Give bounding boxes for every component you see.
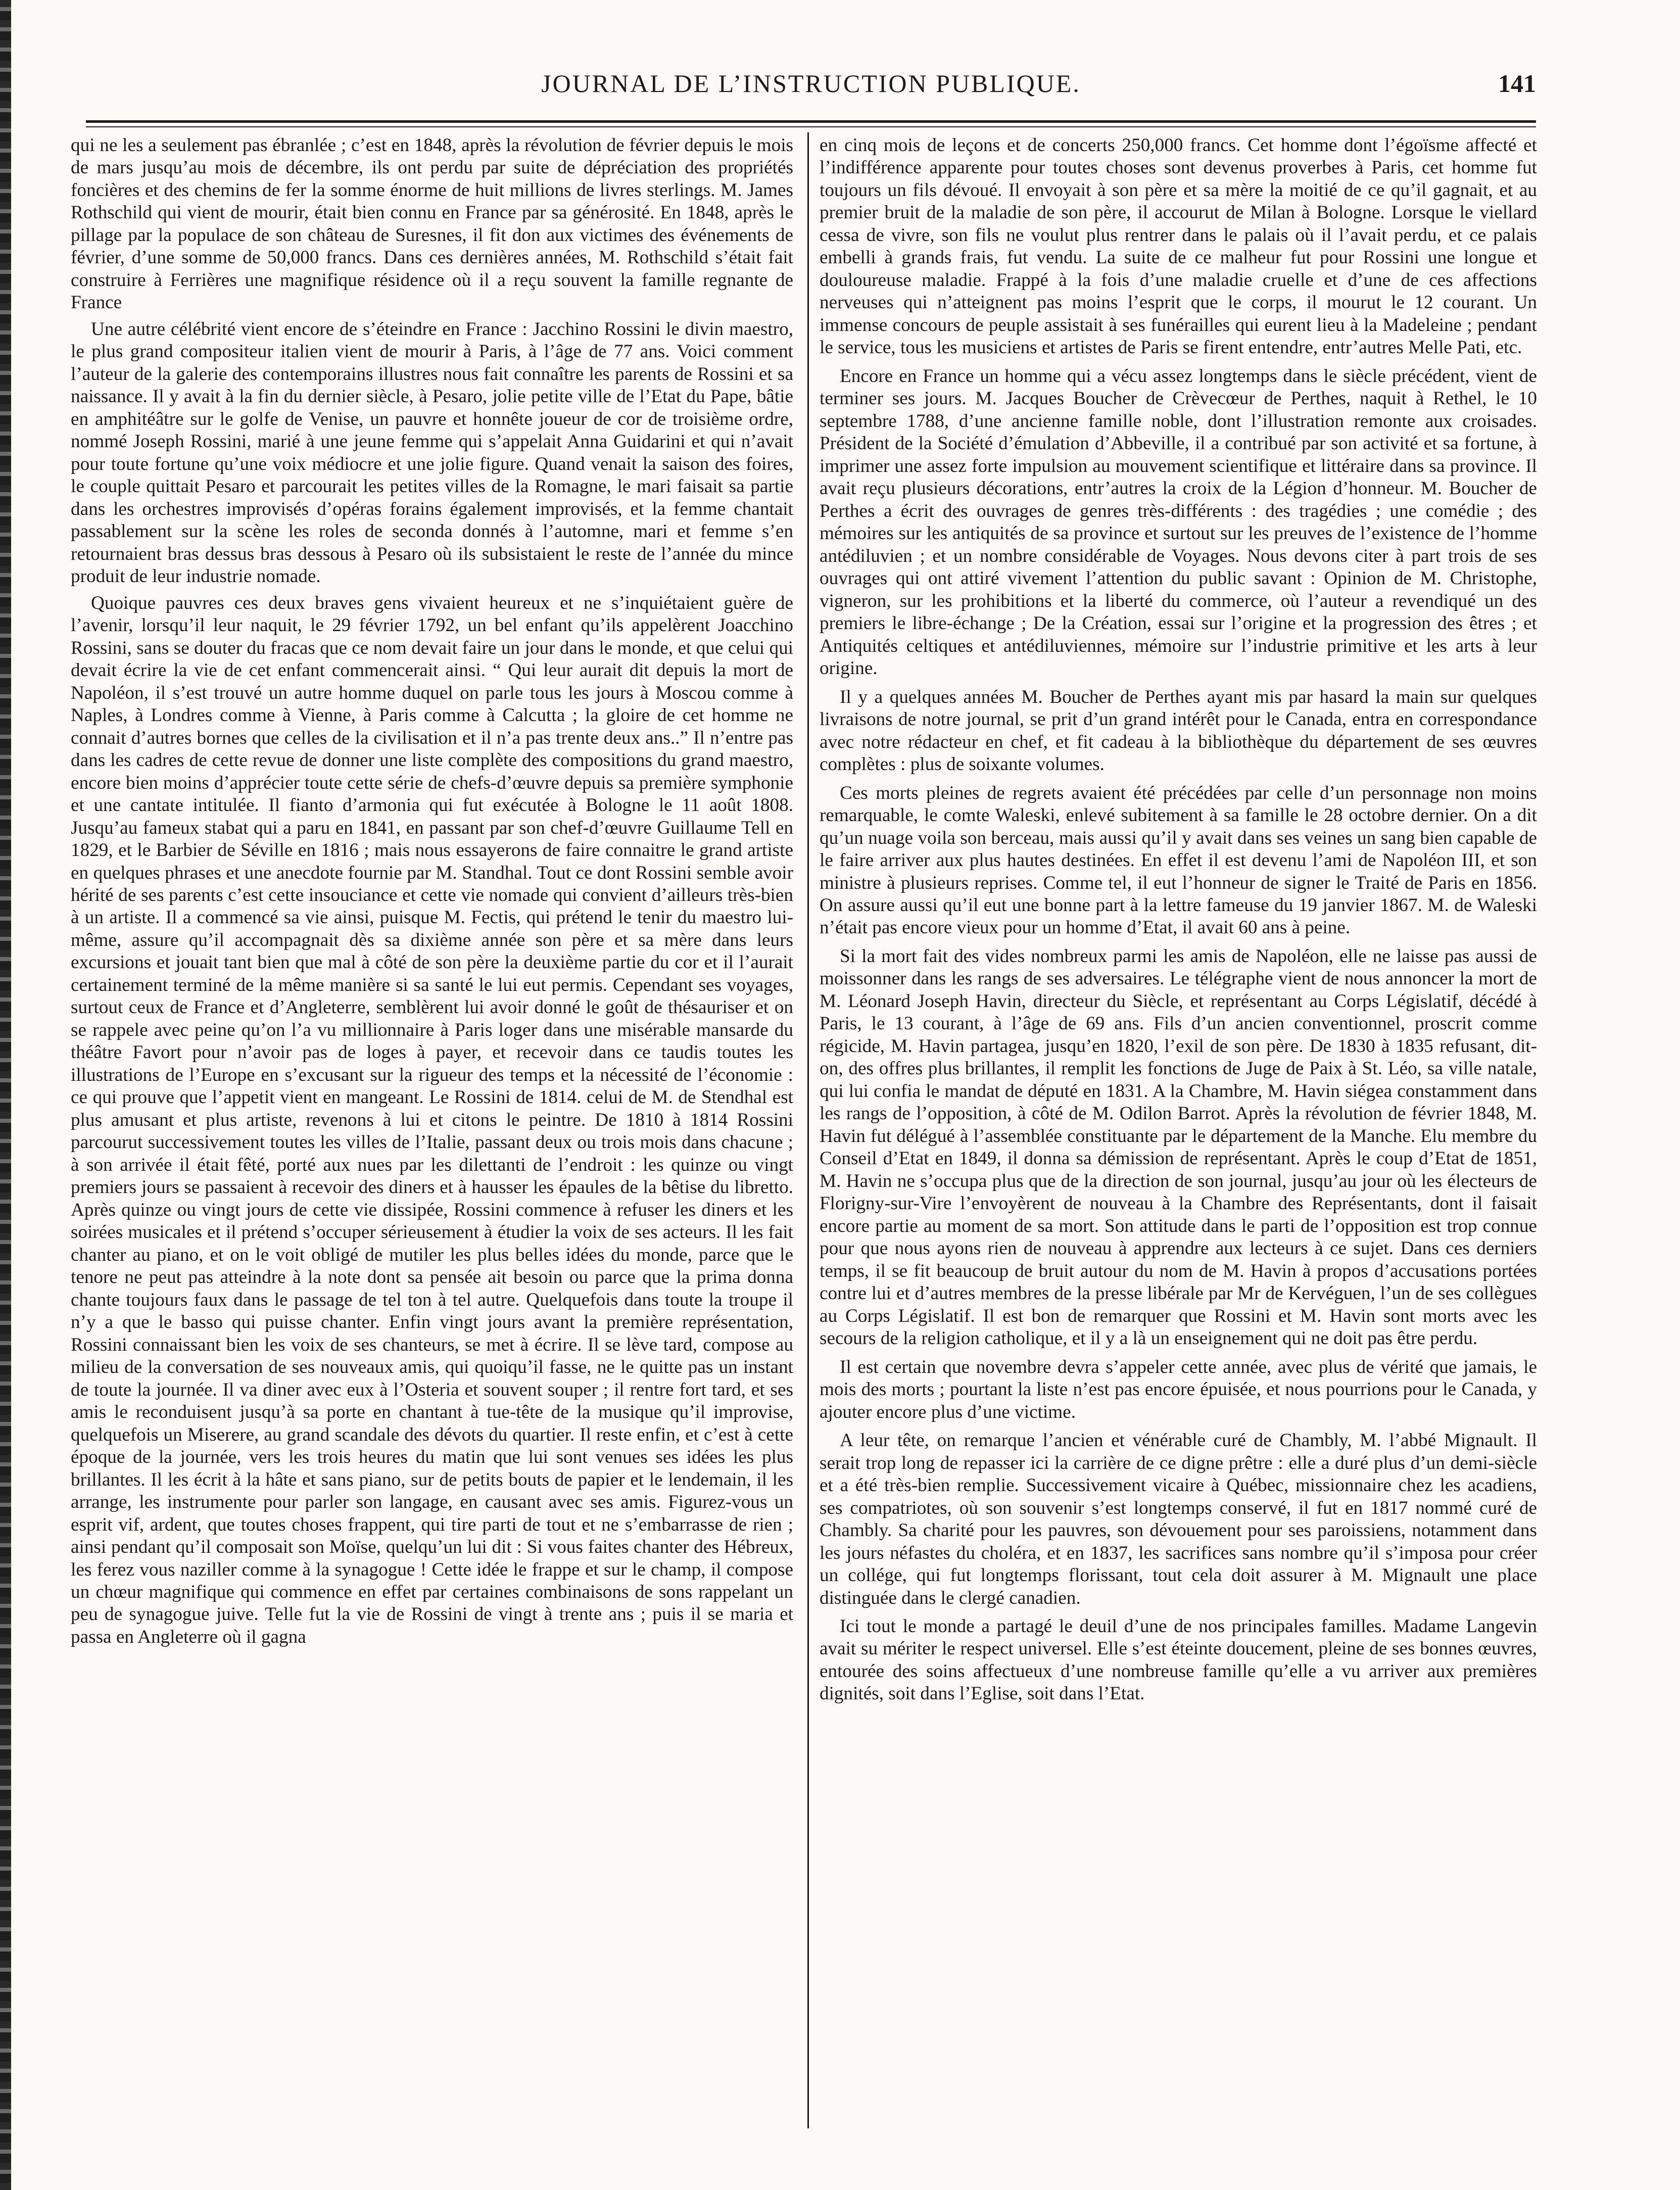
- page-number: 141: [1498, 69, 1536, 98]
- paragraph: Quoique pauvres ces deux braves gens vivaient heureux et ne s’inquiétaient guère de l’avenir, lorsqu’il leur naquit, le 29 février 1792, un bel enfant qu’ils appelèrent Joacchino Rossini, sans se douter du fracas que ce nom devait faire un jour dans le monde, et que celui qui devait écrire la vie de cet enfant commencerait ainsi. “ Qui leur aurait dit depuis la mort de Napoléon, il s’est trouvé un autre homme duquel on parle tous les jours à Moscou comme à Naples, à Londres comme à Vienne, à Paris comme à Calcutta ; la gloire de cet homme ne connait d’autres bornes que celles de la civilisation et il n’a pas trente deux ans..” Il n’entre pas dans les cadres de cette revue de donner une liste complète des compositions du grand maestro, encore bien moins d’apprécier toute cette série de chefs-d’œuvre depuis sa première symphonie et une cantate intitulée. Il fianto d’armonia qui fut exécutée à Bologne le 11 août 1808. Jusqu’au fameux stabat qui a paru en 1841, en passant par son chef-d’œuvre Guillaume Tell en 1829, et le Barbier de Séville en 1816 ; mais nous essayerons de faire connaitre le grand artiste en quelques phrases et une anecdote fournie par M. Standhal. Tout ce dont Rossini semble avoir hérité de ses parents c’est cette insouciance et cette vie nomade qui convient d’ailleurs très-bien à un artiste. Il a commencé sa vie ainsi, puisque M. Fectis, qui prétend le tenir du maestro lui-même, assure qu’il accompagnait dès sa dixième année son père et sa mère dans leurs excursions et jouait tant bien que mal à côté de son père la deuxième partie du cor et il l’aurait certainement terminé de la même manière si sa santé le lui eut permis. Cependant ses voyages, surtout ceux de France et d’Angleterre, semblèrent lui avoir donné le goût de thésauriser et on se rappele avec peine qu’on l’a vu millionnaire à Paris loger dans une misérable mansarde du théâtre Favort pour n’avoir pas de loges à payer, et recevoir dans ce taudis toutes les illustrations de l’Europe en s’excusant sur la rigueur des temps et la nécessité de l’économie : ce qui prouve que l’appetit vient en mangeant. Le Rossini de 1814. celui de M. de Stendhal est plus amusant et plus artiste, revenons à lui et citons le peintre. De 1810 à 1814 Rossini parcourut successivement toutes les villes de l’Italie, passant deux ou trois mois dans chacune ; à son arrivée il était fêté, porté aux nues par les dilettanti de l’endroit : les quinze ou vingt premiers jours se passaient à recevoir des diners et à hausser les épaules de la bêtise du libretto. Après quinze ou vingt jours de cette vie dissipée, Rossini commence à refuser les diners et les soirées musicales et il prétend s’occuper sérieusement à étudier la voix de ses acteurs. Il les fait chanter au piano, et on le voit obligé de mutiler les plus belles idées du monde, parce que le tenore ne peut pas atteindre à la note dont sa pensée ait besoin ou parce que la prima donna chante toujours faux dans le passage de tel ton à tel autre. Quelquefois dans toute la troupe il n’y a que le basso qui puisse chanter. Enfin vingt jours avant la première représentation, Rossini connaissant bien les voix de ses chanteurs, se met à écrire. Il se lève tard, compose au milieu de la conversation de ses nouveaux amis, qui quoiqu’il fasse, ne le quitte pas un instant de toute la journée. Il va diner avec eux à l’Osteria et souvent souper ; il rentre fort tard, et ses amis le reconduisent jusqu’à sa porte en chantant à tue-tête de la musique qu’il improvise, quelquefois un Miserere, au grand scandale des dévots du quartier. Il reste enfin, et c’est à cette époque de la journée, vers les trois heures du matin que lui sont venues ses idées les plus brillantes. Il les écrit à la hâte et sans piano, sur de petits bouts de papier et le lendemain, il les arrange, les instrumente pour parler son langage, en causant avec ses amis. Figurez-vous un esprit vif, ardent, que toutes choses frappent, qui tire parti de tout et ne s’embarrasse de rien ; ainsi pendant qu’il composait son Moïse, quelqu’un lui dit : Si vous faites chanter des Hébreux, les ferez vous naziller comme à la synagogue ! Cette idée le frappe et sur le champ, il compose un chœur magnifique qui commence en effet par certaines combinaisons de sons rappelant un peu de synagogue juive. Telle fut la vie de Rossini de vingt à trente ans ; puis il se maria et passa en Angleterre où il gagna: [71, 592, 793, 1647]
- left-column: [71, 134, 793, 1648]
- right-column: [820, 134, 1537, 1705]
- paragraph: Si la mort fait des vides nombreux parmi les amis de Napoléon, elle ne laisse pas aussi de moissonner dans les rangs de ses adversaires. Le télégraphe vient de nous annoncer la mort de M. Léonard Joseph Havin, directeur du Siècle, et représentant au Corps Législatif, décédé à Paris, le 13 courant, à l’âge de 69 ans. Fils d’un ancien conventionnel, proscrit comme régicide, M. Havin partagea, jusqu’en 1820, l’exil de son père. De 1830 à 1835 refusant, dit-on, des offres plus brillantes, il remplit les fonctions de Juge de Paix à St. Léo, sa ville natale, qui lui confia le mandat de député en 1831. A la Chambre, M. Havin siégea constamment dans les rangs de l’opposition, à côté de M. Odilon Barrot. Après la révolution de février 1848, M. Havin fut délégué à l’assemblée constituante par le département de la Manche. Elu membre du Conseil d’Etat en 1849, il donna sa démission de représentant. Après le coup d’Etat de 1851, M. Havin ne s’occupa plus que de la direction de son journal, jusqu’au jour où les électeurs de Florigny-sur-Vire l’envoyèrent de nouveau à la Chambre des Représentants, dont il faisait encore partie au moment de sa mort. Son attitude dans le parti de l’opposition est trop connue pour que nous ayons rien de nouveau à apprendre aux lecteurs à ce sujet. Dans ces derniers temps, il se fit beaucoup de bruit autour du nom de M. Havin à propos d’accusations portées contre lui et d’autres membres de la presse libérale par Mr de Kervéguen, l’un de ses collègues au Corps Législatif. Il est bon de remarquer que Rossini et M. Havin sont morts avec les secours de la religion catholique, et il y a là un enseignement qui ne doit pas être perdu.: [820, 945, 1537, 1349]
- paragraph: Encore en France un homme qui a vécu assez longtemps dans le siècle précédent, vient de terminer ses jours. M. Jacques Boucher de Crèvecœur de Perthes, naquit à Rethel, le 10 septembre 1788, d’une ancienne famille noble, dont l’illustration remonte aux croisades. Président de la Société d’émulation d’Abbeville, il a contribué par son activité et sa fortune, à imprimer une assez forte impulsion au mouvement scientifique et littéraire dans sa province. Il avait reçu plusieurs décorations, entr’autres la croix de la Légion d’honneur. M. Boucher de Perthes a écrit des ouvrages de genres très-différents : des tragédies ; une comédie ; des mémoires sur les antiquités de sa province et surtout sur les preuves de l’existence de l’homme antédiluvien ; et un nombre considérable de Voyages. Nous devons citer à part trois de ses ouvrages qui ont attiré vivement l’attention du public savant : Opinion de M. Christophe, vigneron, sur les prohibitions et la liberté du commerce, où l’auteur a revendiqué un des premiers le libre-échange ; De la Création, essai sur l’origine et la progression des êtres ; et Antiquités celtiques et antédiluviennes, mémoire sur l’industrie primitive et les arts à leur origine.: [820, 365, 1537, 679]
- page-header: [86, 69, 1536, 109]
- paragraph: Il y a quelques années M. Boucher de Perthes ayant mis par hasard la main sur quelques livraisons de notre journal, se prit d’un grand intérêt pour le Canada, entra en correspondance avec notre rédacteur en chef, et fit cadeau à la bibliothèque du département de ses œuvres complètes : plus de soixante volumes.: [820, 686, 1537, 775]
- paragraph: Une autre célébrité vient encore de s’éteindre en France : Jacchino Rossini le divin maestro, le plus grand compositeur italien vient de mourir à Paris, à l’âge de 77 ans. Voici comment l’auteur de la galerie des contemporains illustres nous fait connaître les parents de Rossini et sa naissance. Il y avait à la fin du dernier siècle, à Pesaro, jolie petite ville de l’Etat du Pape, bâtie en amphitéâtre sur le golfe de Venise, un pauvre et honnête joueur de cor de troisième ordre, nommé Joseph Rossini, marié à une jeune femme qui s’appelait Anna Guidarini et qui n’avait pour toute fortune qu’une voix médiocre et une jolie figure. Quand venait la saison des foires, le couple quittait Pesaro et parcourait les petites villes de la Romagne, le mari faisait sa partie dans les orchestres improvisés d’opéras forains également improvisés, et la femme chantait passablement sur la scène les roles de seconda donnés à l’automne, mari et femme s’en retournaient bras dessus bras dessous à Pesaro où ils subsistaient le reste de l’année du mince produit de leur industrie nomade.: [71, 318, 793, 587]
- paragraph: qui ne les a seulement pas ébranlée ; c’est en 1848, après la révolution de février depuis le mois de mars jusqu’au mois de décembre, ils ont perdu par suite de dépréciation des propriétés foncières et des chemins de fer la somme énorme de huit millions de livres sterlings. M. James Rothschild qui vient de mourir, était bien connu en France par sa générosité. En 1848, après le pillage par la populace de son château de Suresnes, il fit don aux victimes des événements de février, d’une somme de 50,000 francs. Dans ces dernières années, M. Rothschild s’était fait construire à Ferrières une magnifique résidence où il a reçu souvent la famille regnante de France: [71, 135, 793, 313]
- paragraph: en cinq mois de leçons et de concerts 250,000 francs. Cet homme dont l’égoïsme affecté et l’indifférence apparente pour toutes choses sont devenus proverbes à Paris, cet homme fut toujours un fils dévoué. Il envoyait à son père et sa mère la moitié de ce qu’il gagnait, et au premier bruit de la maladie de son père, il accourut de Milan à Bologne. Lorsque le viellard cessa de vivre, son fils ne voulut plus rentrer dans le palais où il l’avait perdu, et ce palais embelli à grands frais, fut vendu. La suite de ce malheur fut pour Rossini une longue et douloureuse maladie. Frappé à la fois d’une maladie cruelle et d’une de ces affections nerveuses qui n’atteignent pas moins l’esprit que le corps, il mourut le 12 courant. Un immense concours de peuple assistait à ses funérailles qui eurent lieu à la Madeleine ; pendant le service, tous les musiciens et artistes de Paris se firent entendre, entr’autres Melle Pati, etc.: [820, 135, 1537, 358]
- header-rule-thick: [86, 120, 1536, 123]
- header-rule-thin: [86, 126, 1536, 127]
- column-divider: [807, 132, 809, 2128]
- journal-title: JOURNAL DE L’INSTRUCTION PUBLIQUE.: [541, 69, 1081, 98]
- paragraph: Ces morts pleines de regrets avaient été précédées par celle d’un personnage non moins remarquable, le comte Waleski, enlevé subitement à sa famille le 28 octobre dernier. On a dit qu’un nuage voila son berceau, mais aussi qu’il y avait dans ses veines un sang bien capable de le faire arriver aux plus hautes destinées. En effet il est devenu l’ami de Napoléon III, et son ministre à plusieurs reprises. Comme tel, il eut l’honneur de signer le Traité de Paris en 1856. On assure aussi qu’il eut une bonne part à la lettre fameuse du 19 janvier 1867. M. de Waleski n’était pas encore vieux pour un homme d’Etat, il avait 60 ans à peine.: [820, 782, 1537, 938]
- paragraph: Il est certain que novembre devra s’appeler cette année, avec plus de vérité que jamais, le mois des morts ; pourtant la liste n’est pas encore épuisée, et nous pourrions pour le Canada, y ajouter encore plus d’une victime.: [820, 1356, 1537, 1422]
- paragraph: Ici tout le monde a partagé le deuil d’une de nos principales familles. Madame Langevin avait su mériter le respect universel. Elle s’est éteinte doucement, pleine de ses bonnes œuvres, entourée des soins affectueux d’une nombreuse famille qu’elle a vu arriver aux premières dignités, soit dans l’Eglise, soit dans l’Etat.: [820, 1616, 1537, 1704]
- book-binding-edge: [0, 0, 11, 2190]
- paragraph: A leur tête, on remarque l’ancien et vénérable curé de Chambly, M. l’abbé Mignault. Il serait trop long de repasser ici la carrière de ce digne prêtre : elle a duré plus d’un demi-siècle et a été très-bien remplie. Successivement vicaire à Québec, missionnaire chez les acadiens, ses compatriotes, où son souvenir s’est longtemps conservé, il fut en 1817 nommé curé de Chambly. Sa charité pour les pauvres, son dévouement pour ses paroissiens, notamment dans les jours néfastes du choléra, et en 1837, les sacrifices sans nombre qu’il s’imposa pour créer un collége, qui fut longtemps florissant, tout cela doit assurer à M. Mignault une place distinguée dans le clergé canadien.: [820, 1430, 1537, 1608]
